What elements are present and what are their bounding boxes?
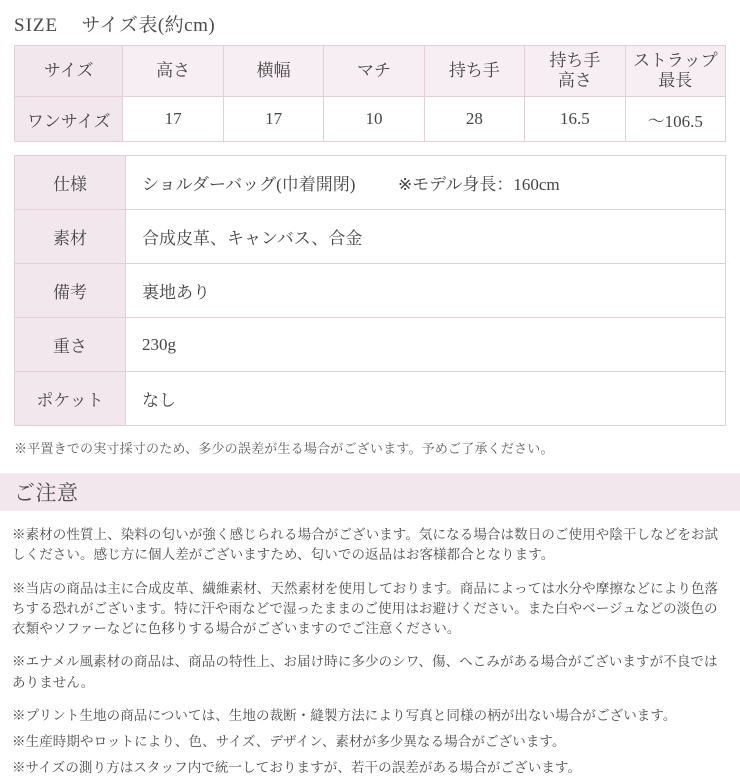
size-header-cell (123, 46, 223, 97)
size-row-label: ワンサイズ (15, 97, 123, 142)
size-header-label-line2: 高さ (557, 71, 592, 90)
size-table-header-row (15, 46, 726, 97)
spec-row-value (126, 264, 726, 318)
size-header-cell (324, 46, 424, 97)
size-header-label: サイズ (43, 61, 94, 81)
size-header-label: 持ち手 (549, 51, 601, 71)
size-header-label-line2: 最長 (658, 71, 693, 90)
spec-row-label: 備考 (15, 264, 126, 318)
size-table-row (15, 97, 726, 142)
spec-row-label: 仕様 (15, 156, 126, 210)
spec-value-main: 裏地あり (142, 283, 210, 302)
size-header-label: 持ち手 (448, 61, 500, 81)
spec-value-sub: ※モデル身長：160cm (397, 175, 560, 194)
spec-row (15, 156, 726, 210)
spec-table (14, 155, 726, 426)
spec-row-value (126, 156, 726, 210)
caution-paragraph: ※生産時期やロットにより、色、サイズ、デザイン、素材が多少異なる場合がございます。 (12, 734, 566, 749)
spec-row-label: ポケット (15, 372, 126, 426)
spec-row-value (126, 210, 726, 264)
spec-row-value (126, 372, 726, 426)
spec-row-label: 素材 (15, 210, 126, 264)
size-header-label: ストラップ (632, 51, 718, 71)
size-row-value: 17 (123, 97, 223, 142)
caution-body (0, 511, 740, 779)
size-header-label: マチ (357, 61, 391, 81)
spec-row (15, 264, 726, 318)
size-section-title (0, 0, 740, 45)
caution-paragraph: ※当店の商品は主に合成皮革、繊維素材、天然素材を使用しております。商品によっては水分や摩擦などにより色落ちする恐れがございます。特に汗や雨などで湿ったままのご使用はお避けください。また白やベージュなどの淡色の衣類やソファーなどに色移りする場合がございますのでご注意ください。 (12, 580, 719, 636)
caution-title: ご注意 (14, 481, 79, 505)
spec-value-main: なし (142, 391, 176, 410)
size-header-cell (525, 46, 625, 97)
size-row-value: 10 (324, 97, 424, 142)
size-row-value: 16.5 (525, 97, 625, 142)
spec-value-main: 230g (142, 334, 176, 354)
size-row-value: 〜106.5 (625, 97, 725, 142)
spec-value-main: 合成皮革、キャンバス、合金 (142, 229, 363, 248)
spec-row (15, 372, 726, 426)
spec-value-main: ショルダーバッグ(巾着開閉) (142, 175, 356, 194)
spec-row (15, 318, 726, 372)
caution-paragraph: ※サイズの測り方はスタッフ内で統一しておりますが、若干の誤差がある場合がございます。 (12, 760, 582, 776)
size-header-label: 高さ (156, 61, 191, 81)
size-row-value: 17 (223, 97, 323, 142)
spec-row-value (126, 318, 726, 372)
caution-paragraph: ※素材の性質上、染料の匂いが強く感じられる場合がございます。気になる場合は数日のご使用や陰干しなどをお試しください。感じ方に個人差がございますため、匂いでの返品はお客様都合となります。 (12, 527, 719, 563)
caution-header (0, 473, 740, 511)
size-title-en: SIZE (14, 15, 59, 36)
size-header-label: 横幅 (256, 61, 291, 81)
spec-row (15, 210, 726, 264)
size-title-jp: サイズ表(約cm) (81, 15, 216, 36)
size-header-cell (424, 46, 524, 97)
size-header-cell (15, 46, 123, 97)
size-table (14, 45, 726, 142)
caution-paragraph: ※プリント生地の商品については、生地の裁断・縫製方法により写真と同様の柄が出ない場合がございます。 (12, 707, 677, 723)
caution-paragraph: ※エナメル風素材の商品は、商品の特性上、お届け時に多少のシワ、傷、へこみがある場合がございますが不良ではありません。 (12, 654, 718, 690)
size-header-cell (625, 46, 725, 97)
measurement-note: ※平置きでの実寸採寸のため、多少の誤差が生る場合がございます。予めご了承ください。 (14, 441, 554, 456)
size-header-cell (223, 46, 323, 97)
size-row-value: 28 (424, 97, 524, 142)
spec-row-label: 重さ (15, 318, 126, 372)
